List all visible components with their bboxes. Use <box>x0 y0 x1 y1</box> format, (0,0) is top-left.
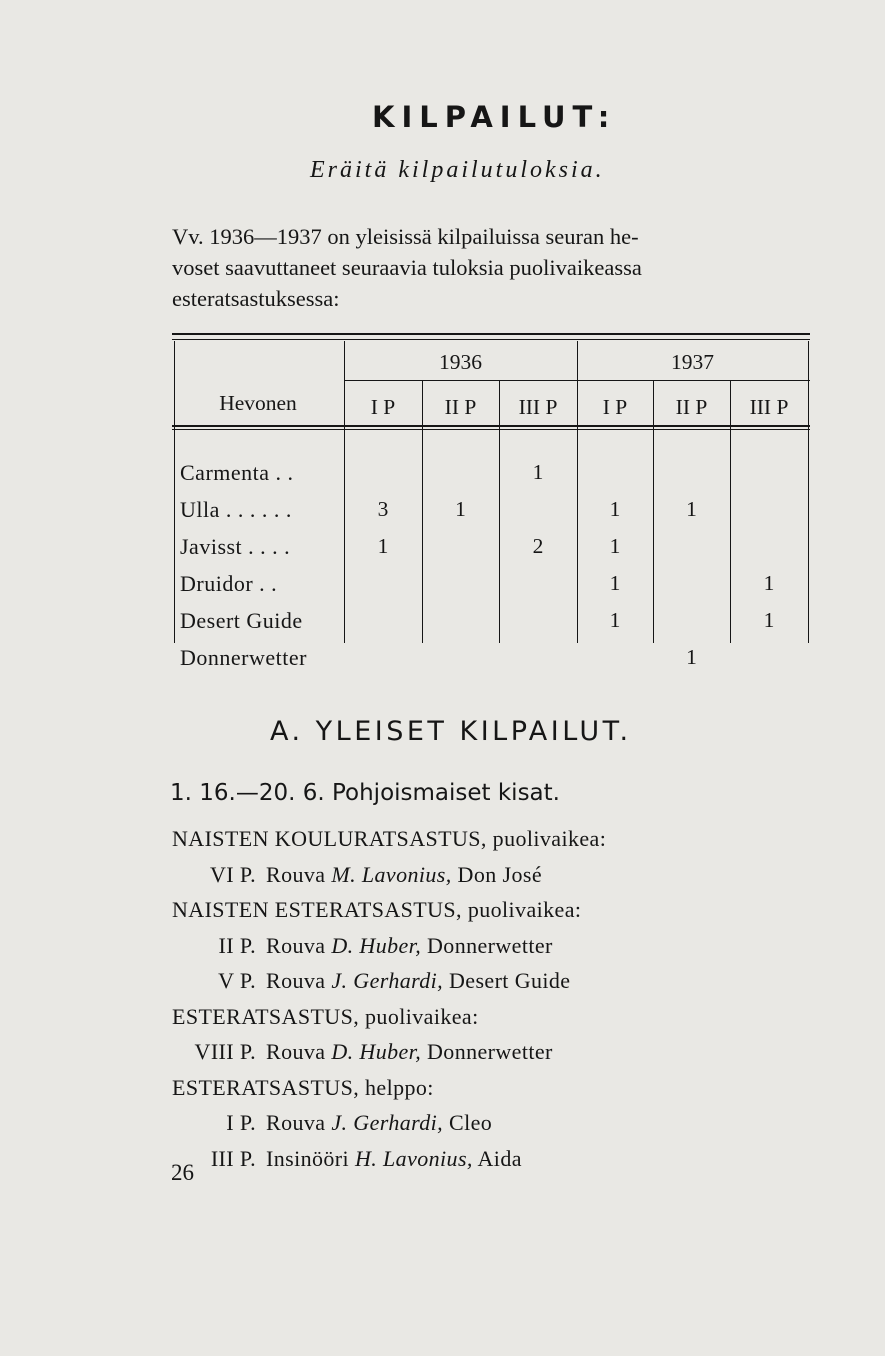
rider-name: J. Gerhardi, <box>331 1110 444 1135</box>
horse-name: Donnerwetter <box>421 1039 553 1064</box>
place-label: V P. <box>218 968 256 993</box>
result-entry <box>172 968 570 994</box>
rider-title: Rouva <box>266 1110 332 1135</box>
horse-name: Donnerwetter <box>180 645 307 670</box>
result-entry <box>172 1146 522 1172</box>
intro-line: Vv. 1936—1937 on yleisissä kilpailuissa seuran he- <box>172 224 639 249</box>
result-cell: 3 <box>377 497 389 521</box>
header-rule <box>172 429 810 430</box>
result-cell: 1 <box>609 571 621 595</box>
table-top-rule <box>172 339 810 340</box>
page-heading: KILPAILUT: <box>372 100 617 134</box>
result-cell: 1 <box>763 608 775 632</box>
place-label: I P. <box>226 1110 256 1135</box>
page-number: 26 <box>171 1160 194 1185</box>
rider-title: Rouva <box>266 968 332 993</box>
intro-paragraph <box>172 221 812 314</box>
result-cell: 2 <box>532 534 544 558</box>
place-header: I P <box>602 395 628 419</box>
horse-name: Desert Guide <box>443 968 571 993</box>
intro-line: voset saavuttaneet seuraavia tuloksia puolivaikeassa <box>172 255 642 280</box>
rider-title: Rouva <box>266 932 332 958</box>
result-cell: 1 <box>377 534 389 558</box>
result-category: NAISTEN KOULURATSASTUS, puolivaikea: <box>172 826 607 851</box>
horse-name: Don José <box>451 861 543 887</box>
horse-name: Aida <box>472 1145 522 1171</box>
result-cell: 1 <box>686 645 697 669</box>
place-header: III P <box>749 395 789 419</box>
table-left-rule <box>174 341 175 643</box>
result-cell: 1 <box>532 460 544 484</box>
place-label: VI P. <box>209 861 256 887</box>
horse-name: Cleo <box>443 1110 493 1135</box>
event-title: 1. 16.—20. 6. Pohjoismaiset kisat. <box>170 780 560 806</box>
result-entry <box>172 1110 492 1136</box>
horse-name: Javisst . . . . <box>180 534 291 559</box>
place-header: I P <box>370 395 396 419</box>
horse-name: Carmenta . . <box>180 460 294 485</box>
year-header: 1937 <box>671 350 714 374</box>
result-entry <box>172 862 542 888</box>
horse-name: Donnerwetter <box>421 932 553 958</box>
place-header: II P <box>444 395 477 419</box>
rider-name: D. Huber, <box>331 932 422 958</box>
table-top-rule <box>172 333 810 335</box>
year-header: 1936 <box>439 350 482 374</box>
result-category: NAISTEN ESTERATSASTUS, puolivaikea: <box>172 897 582 922</box>
result-cell: 1 <box>686 497 697 521</box>
header-rule <box>172 425 810 427</box>
results-table <box>172 333 810 670</box>
horse-column-header: Hevonen <box>219 391 297 415</box>
rider-name: J. Gerhardi, <box>331 968 444 993</box>
rider-title: Insinööri <box>266 1145 355 1171</box>
result-entry <box>172 1039 553 1065</box>
place-label: II P. <box>218 932 256 958</box>
table-right-rule <box>808 341 809 643</box>
rider-title: Rouva <box>266 1039 332 1064</box>
rider-title: Rouva <box>266 861 332 887</box>
place-header: II P <box>675 395 708 419</box>
result-category: ESTERATSASTUS, puolivaikea: <box>172 1003 479 1029</box>
page-subheading: Eräitä kilpailutuloksia. <box>310 157 605 183</box>
rider-name: H. Lavonius, <box>354 1145 473 1171</box>
result-cell: 1 <box>609 497 621 521</box>
rider-name: D. Huber, <box>331 1039 422 1064</box>
horse-name: Ulla . . . . . . <box>180 497 292 522</box>
intro-line: esteratsastuksessa: <box>172 286 340 311</box>
place-label: III P. <box>210 1145 256 1171</box>
horse-name: Druidor . . <box>180 571 278 596</box>
place-header: III P <box>518 395 558 419</box>
result-cell: 1 <box>763 571 775 595</box>
result-cell: 1 <box>609 608 621 632</box>
column-rule <box>344 341 345 643</box>
rider-name: M. Lavonius, <box>331 861 452 887</box>
place-label: VIII P. <box>194 1039 256 1064</box>
result-cell: 1 <box>609 534 621 558</box>
column-rule <box>577 341 578 643</box>
result-category: ESTERATSASTUS, helppo: <box>172 1074 434 1100</box>
result-cell: 1 <box>455 497 466 521</box>
section-title: A. YLEISET KILPAILUT. <box>270 716 632 747</box>
horse-name: Desert Guide <box>180 608 303 633</box>
result-entry <box>172 933 553 959</box>
